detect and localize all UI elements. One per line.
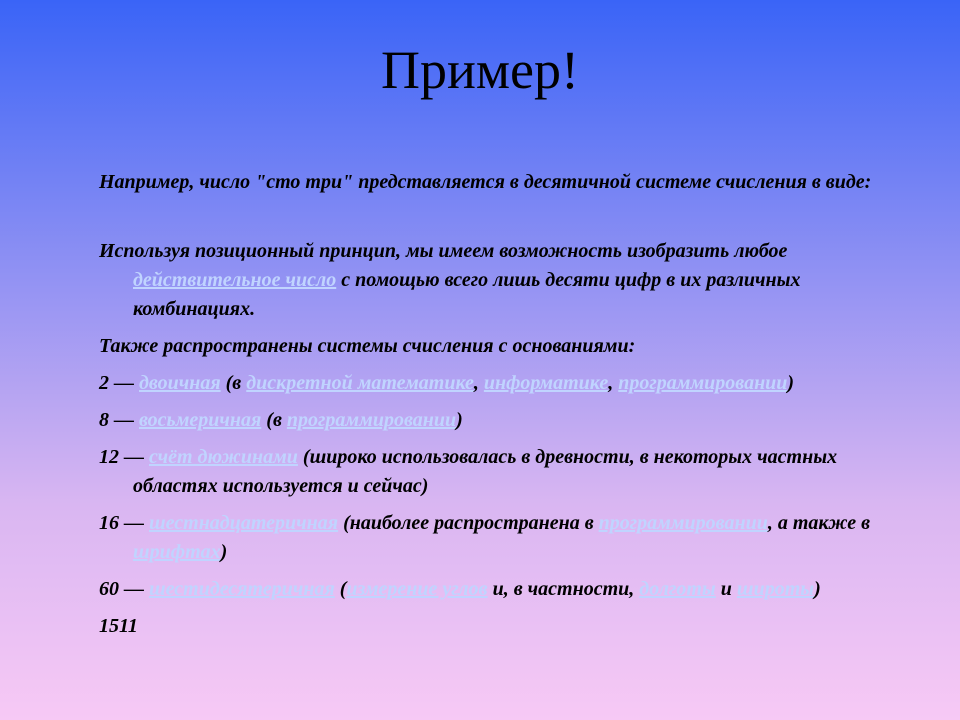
paragraph: [99, 369, 899, 398]
paragraph-text: и, в частности,: [487, 578, 640, 600]
paragraph: [99, 332, 899, 361]
hyperlink[interactable]: программировании: [598, 512, 768, 534]
hyperlink[interactable]: широты: [736, 578, 815, 600]
paragraph-text: ,: [608, 372, 619, 394]
paragraph-text: ): [787, 372, 795, 394]
paragraph-text: Например, число "сто три" представляется в десятичной системе счисления в виде:: [99, 171, 872, 193]
hyperlink[interactable]: измерение углов: [346, 578, 488, 600]
hyperlink[interactable]: двоичная: [139, 372, 221, 394]
hyperlink[interactable]: программировании: [286, 409, 457, 431]
paragraph-text: , а также в: [767, 512, 871, 534]
paragraph-text: (в: [220, 372, 247, 394]
paragraph-text: Также распространены системы счисления с основаниями:: [99, 335, 636, 357]
paragraph: [99, 443, 899, 501]
paragraph-text: (в: [261, 409, 287, 431]
paragraph-text: (широко использовалась в древности, в некоторых частных областях используется и сейчас): [133, 446, 838, 497]
paragraph: [99, 612, 899, 641]
paragraph-text: (наиболее распространена в: [338, 512, 599, 534]
slide-content: [99, 160, 899, 641]
paragraph: [99, 406, 899, 435]
hyperlink[interactable]: шестнадцатеричная: [149, 512, 339, 534]
hyperlink[interactable]: шестидесятеричная: [149, 578, 335, 600]
hyperlink[interactable]: действительное число: [133, 269, 337, 291]
paragraph-text: 2 —: [99, 372, 139, 394]
paragraph-text: 16 —: [99, 512, 149, 534]
hyperlink[interactable]: дискретной математике: [246, 372, 474, 394]
paragraph-text: ,: [473, 372, 484, 394]
paragraph: [99, 168, 899, 197]
paragraph-text: (: [334, 578, 347, 600]
hyperlink[interactable]: долготы: [639, 578, 716, 600]
paragraph-text: ): [220, 541, 228, 563]
paragraph-text: 60 —: [99, 578, 149, 600]
paragraph-text: ): [814, 578, 821, 600]
paragraph-text: и: [715, 578, 737, 600]
paragraph: [99, 509, 899, 567]
paragraph-text: 1511: [99, 615, 138, 637]
slide-title: Пример!: [380, 40, 580, 100]
hyperlink[interactable]: информатике: [483, 372, 609, 394]
paragraph-text: ): [456, 409, 463, 431]
paragraph-text: 8 —: [99, 409, 139, 431]
paragraph: [99, 237, 899, 324]
paragraph-text: 12 —: [99, 446, 149, 468]
paragraph-text: с помощью всего лишь десяти цифр в их различных комбинациях.: [133, 269, 801, 320]
hyperlink[interactable]: шрифтах: [133, 541, 221, 563]
hyperlink[interactable]: программировании: [618, 372, 788, 394]
paragraph: [99, 575, 899, 604]
paragraph-text: Используя позиционный принцип, мы имеем возможность изобразить любое: [99, 240, 788, 262]
hyperlink[interactable]: восьмеричная: [139, 409, 262, 431]
hyperlink[interactable]: счёт дюжинами: [149, 446, 298, 468]
